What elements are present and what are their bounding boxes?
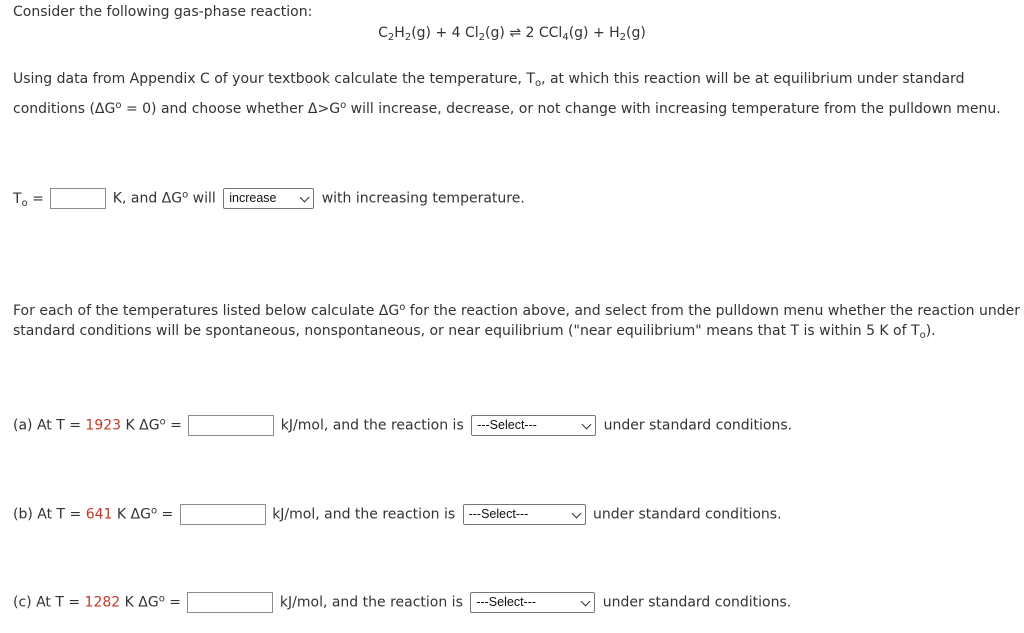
intro-text: Consider the following gas-phase reaction: (13, 4, 313, 20)
instructions-line-2: conditions $(\Delta G^o = 0)$ and choose whether $\Delta>G^o$ will increase, decrease, or not change with increasing temperature from the pulldown menu. (13, 100, 1001, 117)
t0-row: $T_o = K$, and $\Delta G^o$ will increase with increasing temperature. (13, 189, 525, 209)
chevron-down-icon (582, 420, 592, 430)
delta-g-input-c[interactable] (187, 592, 273, 613)
t0-input[interactable] (50, 188, 106, 209)
trend-select[interactable]: increase (223, 188, 314, 209)
chevron-down-icon (581, 597, 591, 607)
question-a: (a) At T = 1923 K $\Delta G^o = kJ/mol$, and the reaction is ---Select--- under standard conditions. (13, 415, 792, 436)
temperature-value: 1282 (84, 594, 121, 611)
spontaneity-select-b[interactable]: ---Select--- (463, 504, 586, 525)
spontaneity-select-a[interactable]: ---Select--- (471, 415, 596, 436)
chevron-down-icon (300, 193, 310, 203)
part2-line-2: standard conditions will be spontaneous, nonspontaneous, or near equilibrium ("near equilibrium" means that T is within 5 K of $T_o$). (13, 323, 936, 341)
chevron-down-icon (571, 509, 581, 519)
question-b: (b) At T = 641 K $\Delta G^o = kJ/mol$, and the reaction is ---Select--- under standard conditions. (13, 504, 782, 525)
delta-g-input-a[interactable] (188, 415, 274, 436)
instructions-line-1: Using data from Appendix C of your textbook calculate the temperature, $T_o$, at which this reaction will be at equilibrium under standard (13, 71, 965, 89)
equilibrium-arrow-icon: ⇌ (509, 25, 522, 41)
question-c: (c) At T = 1282 K $\Delta G^o = kJ/mol$, and the reaction is ---Select--- under standard conditions. (13, 592, 791, 613)
spontaneity-select-c[interactable]: ---Select--- (470, 592, 595, 613)
part2-line-1: For each of the temperatures listed below calculate $\Delta G^o$ for the reaction above, and select from the pulldown menu whether the reaction under (13, 302, 1020, 319)
temperature-value: 641 (85, 506, 113, 523)
delta-g-input-b[interactable] (180, 504, 266, 525)
t0-label: $T_o$ = (13, 190, 44, 209)
reaction-equation: $C_2H_2(g) + 4$ $Cl_2(g)$ ⇌ 2 $CCl_4(g) + H_2(g)$ (378, 25, 646, 43)
temperature-value: 1923 (85, 417, 122, 434)
